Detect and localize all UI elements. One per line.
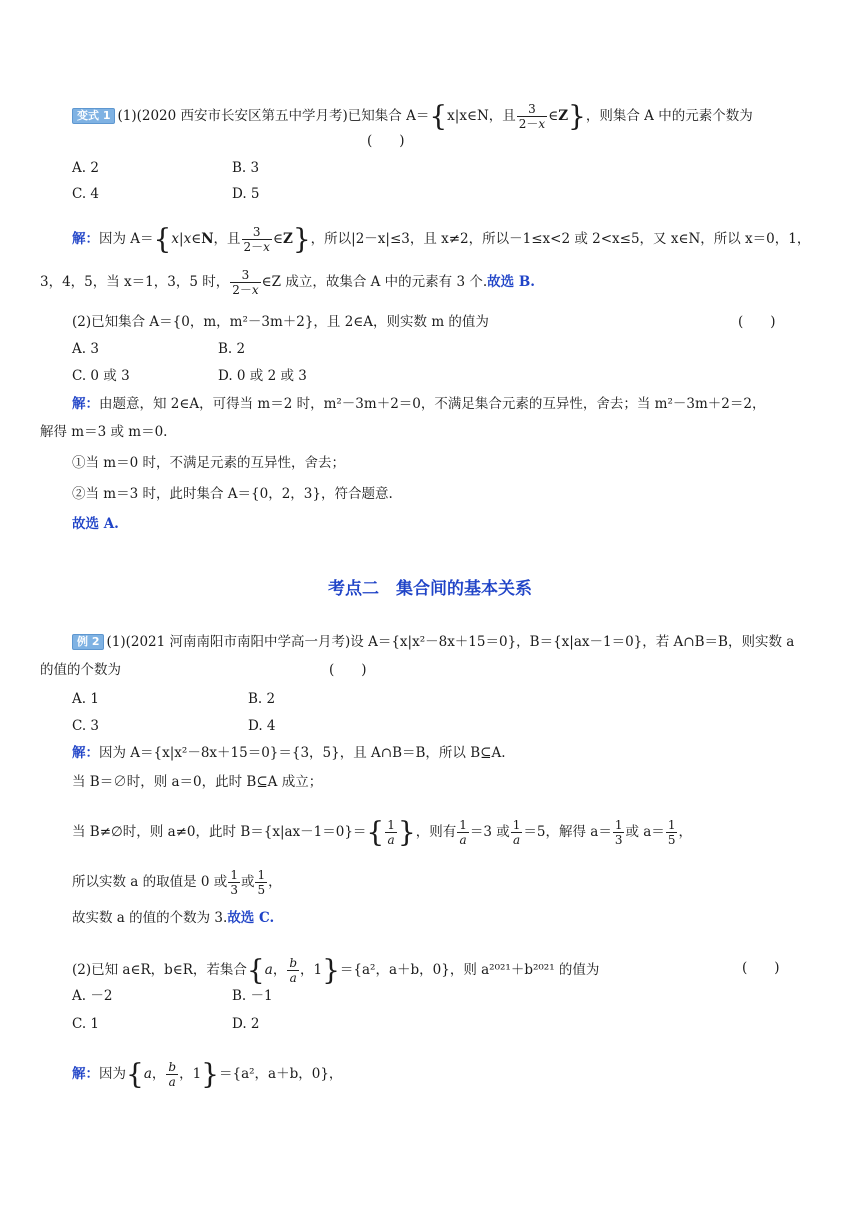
solution-text: ，则有	[415, 824, 457, 840]
right-brace: }	[322, 953, 340, 987]
answer-text: 故选 B.	[487, 274, 535, 290]
fraction-1-over-5: $\frac{1}{5}$	[667, 818, 676, 847]
variant-q2-paren: ( )	[738, 314, 776, 330]
variant-sol1-line2	[40, 268, 535, 297]
fraction-b-over-a: $\frac{b}{a}$	[289, 956, 297, 985]
example-q2-paren: ( )	[742, 960, 780, 976]
solution-label: 解：	[72, 1066, 99, 1082]
option-b: B. 2	[248, 691, 276, 707]
example-sol1-line2: 当 B＝∅时，则 a＝0，此时 B⊆A 成立；	[72, 774, 323, 790]
option-d: D. 0 或 2 或 3	[218, 368, 307, 384]
option-a: A. －2	[72, 988, 113, 1004]
example-sol1-line4: 所以实数 a 的取值是 0 或 $\frac{1}{3}$ 或 $\frac{1}{5}$ ，	[72, 868, 282, 897]
question-text: (2)已知 a∈R，b∈R，若集合	[72, 962, 247, 978]
variant-q1-set: x|x∈N，且	[447, 108, 516, 124]
right-brace: }	[568, 99, 586, 133]
variant-q1-line: 变式 1 (1)(2020 西安市长安区第五中学月考)已知集合 A＝{x|x∈N，且 $\frac{3}{2-x}$ ∈Z}，则集合 A 中的元素个数为	[72, 102, 753, 131]
example-sol1-line1	[72, 743, 506, 763]
solution-label: 解：	[72, 231, 99, 247]
answer-text: 故选 A.	[72, 516, 119, 532]
option-d: D. 5	[232, 186, 260, 202]
option-c: C. 1	[72, 1016, 100, 1032]
option-b: B. 2	[218, 341, 246, 357]
variant-q2-line: (2)已知集合 A＝{0，m，m²－3m＋2}，且 2∈A，则实数 m 的值为	[72, 314, 489, 330]
option-a: A. 1	[72, 691, 99, 707]
question-text: (1)(2021 河南南阳市南阳中学高一月考)设 A＝{x|x²－8x＋15＝0}，B＝{x|ax－1＝0}，若 A∩B＝B，则实数 a	[106, 634, 795, 650]
option-d: D. 2	[232, 1016, 260, 1032]
variant-sol2-line4: ②当 m＝3 时，此时集合 A＝{0，2，3}，符合题意.	[72, 486, 393, 502]
variant-badge: 变式 1	[72, 108, 115, 124]
fraction-3-over-2-minus-x: $\frac{3}{2-x}$	[243, 225, 270, 254]
option-c: C. 4	[72, 186, 100, 202]
fraction-1-over-5: $\frac{1}{5}$	[257, 868, 266, 897]
question-text: ＝{a²，a＋b，0}，则 a²⁰²¹＋b²⁰²¹ 的值为	[339, 962, 600, 978]
solution-text: 所以实数 a 的取值是 0 或	[72, 874, 228, 890]
fraction-b-over-a: $\frac{b}{a}$	[168, 1060, 177, 1089]
variant-q1-tail: ，则集合 A 中的元素个数为	[585, 108, 753, 124]
variant-sol1-line1: 解：因为 A＝{x|x∈N，且 $\frac{3}{2-x}$ ∈Z}，所以|2－x|≤3，且 x≠2，所以－1≤x<2 或 2<x≤5，又 x∈N，所以 x＝0，1，	[72, 222, 811, 256]
example-badge: 例 2	[72, 634, 104, 650]
example-q2-line: (2)已知 a∈R，b∈R，若集合{a， $\frac{b}{a}$ ，1}＝{a²，a＋b，0}，则 a²⁰²¹＋b²⁰²¹ 的值为	[72, 953, 600, 987]
fraction-3-over-2-minus-x: $\frac{3}{2-x}$	[232, 268, 259, 297]
option-a: A. 2	[72, 160, 99, 176]
left-brace: {	[246, 953, 265, 987]
solution-label: 解：	[72, 396, 99, 412]
fraction-1-over-a: $\frac{1}{a}$	[512, 818, 521, 847]
solution-text: 或	[240, 874, 255, 890]
solution-text: 故实数 a 的值的个数为 3.	[72, 910, 228, 926]
right-brace: }	[201, 1057, 219, 1091]
solution-text: ＝5，解得 a＝	[523, 824, 612, 840]
solution-text: 当 B≠∅时，则 a≠0，此时 B＝{x|ax－1＝0}＝	[72, 824, 367, 840]
example-sol2-line1: 解：因为{a， $\frac{b}{a}$ ，1}＝{a²，a＋b，0}，	[72, 1057, 343, 1091]
solution-text: ＝3 或	[469, 824, 510, 840]
solution-text: ，所以|2－x|≤3，且 x≠2，所以－1≤x<2 或 2<x≤5，又 x∈N，所以 x＝0，1，	[310, 231, 811, 247]
solution-text: 因为	[99, 1066, 126, 1082]
solution-text: 因为 A＝	[99, 231, 154, 247]
variant-sol2-line3: ①当 m＝0 时，不满足元素的互异性，舍去；	[72, 455, 345, 471]
option-d: D. 4	[248, 718, 276, 734]
solution-text: 因为 A＝{x|x²－8x＋15＝0}＝{3，5}，且 A∩B＝B，所以 B⊆A.	[99, 745, 506, 761]
example-q1-paren: ( )	[329, 662, 367, 678]
solution-text: ∈Z 成立，故集合 A 中的元素有 3 个.	[261, 274, 488, 290]
fraction-3-over-2-minus-x: $\frac{3}{2-x}$	[518, 102, 546, 131]
example-q1-line1	[72, 632, 794, 652]
option-c: C. 0 或 3	[72, 368, 130, 384]
fraction-1-over-a: $\frac{1}{a}$	[387, 818, 395, 847]
left-brace: {	[126, 1057, 144, 1091]
answer-text: 故选 C.	[227, 910, 275, 926]
option-b: B. －1	[232, 988, 273, 1004]
example-q1-line2: 的值的个数为	[40, 662, 121, 678]
fraction-1-over-3: $\frac{1}{3}$	[230, 868, 238, 897]
solution-text: 由题意，知 2∈A，可得当 m＝2 时，m²－3m＋2＝0，不满足集合元素的互异性，舍去；当 m²－3m＋2＝2，	[99, 396, 766, 412]
section-title: 考点二 集合间的基本关系	[328, 579, 532, 599]
variant-sol2-line2: 解得 m＝3 或 m＝0.	[40, 424, 168, 440]
solution-label: 解：	[72, 745, 99, 761]
left-brace: {	[429, 99, 448, 133]
solution-text: 3，4，5，当 x＝1，3，5 时，	[40, 274, 230, 290]
variant-q1-lead: (1)(2020 西安市长安区第五中学月考)已知集合 A＝	[117, 108, 430, 124]
variant-q1-paren: ( )	[367, 133, 405, 149]
solution-text: 或 a＝	[625, 824, 665, 840]
option-b: B. 3	[232, 160, 260, 176]
option-a: A. 3	[72, 341, 99, 357]
example-sol1-line3: 当 B≠∅时，则 a≠0，此时 B＝{x|ax－1＝0}＝{ $\frac{1}{a}$ }，则有 $\frac{1}{a}$ ＝3 或 $\frac{1}{a}$ ＝5，解得 a＝ $\frac{1}{3}$ 或 a＝ $\frac{1}{5}$ ，	[72, 815, 692, 849]
solution-text: ＝{a²，a＋b，0}，	[219, 1066, 343, 1082]
example-sol1-line5	[72, 908, 274, 928]
left-brace: {	[153, 222, 172, 256]
right-brace: }	[397, 815, 416, 849]
left-brace: {	[366, 815, 385, 849]
right-brace: }	[292, 222, 311, 256]
fraction-1-over-3: $\frac{1}{3}$	[614, 818, 623, 847]
variant-sol2-line1	[72, 394, 765, 414]
fraction-1-over-a: $\frac{1}{a}$	[459, 818, 467, 847]
option-c: C. 3	[72, 718, 100, 734]
